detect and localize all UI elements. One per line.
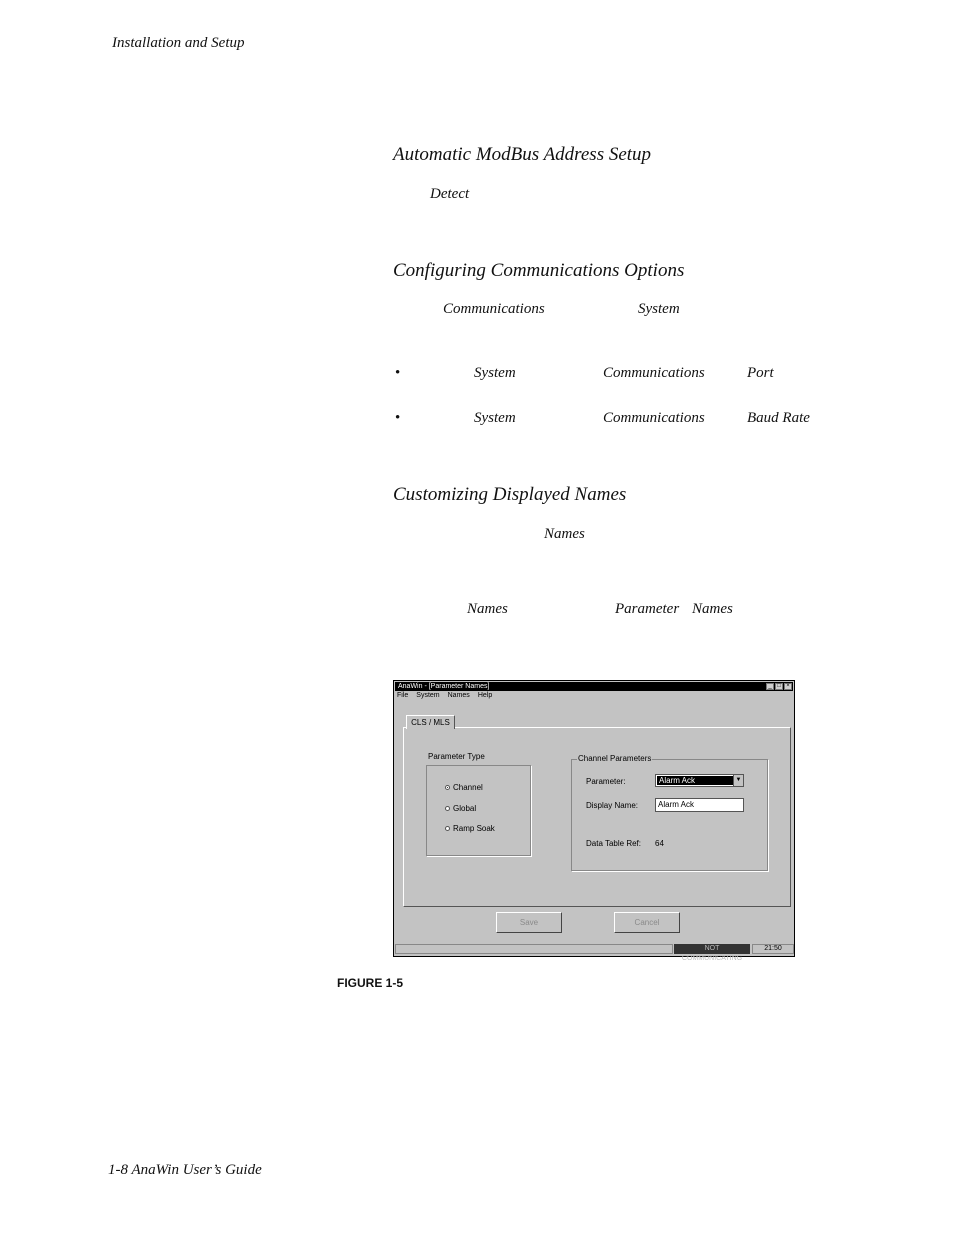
bullet-term: Port [747, 365, 774, 381]
radio-ramp-soak[interactable] [445, 824, 495, 833]
minimize-icon[interactable]: _ [766, 683, 774, 690]
parameter-type-label: Parameter Type [428, 752, 485, 761]
anawin-window [393, 680, 795, 962]
term-system: System [638, 301, 680, 317]
radio-label: Global [453, 804, 477, 813]
term-names-2: Names [467, 601, 508, 617]
channel-parameters-label: Channel Parameters [578, 754, 652, 763]
cancel-button[interactable]: Cancel [614, 912, 680, 933]
figure-label: FIGURE 1-5 [337, 976, 404, 990]
radio-global[interactable] [445, 804, 476, 813]
menu-names[interactable]: Names [447, 692, 470, 699]
radio-label: Ramp Soak [453, 824, 495, 833]
chevron-down-icon[interactable]: ▼ [733, 775, 743, 786]
bullet-term: Communications [603, 365, 705, 381]
menu-file[interactable]: File [397, 692, 409, 699]
bullet-term: System [474, 365, 516, 381]
term-names-3: Names [692, 601, 733, 617]
bullet-marker: • [395, 365, 401, 381]
data-table-ref-value: 64 [655, 839, 664, 848]
data-table-ref-label: Data Table Ref: [586, 839, 641, 848]
status-time: 21:50 [752, 944, 794, 954]
radio-icon [445, 806, 450, 811]
menu-system[interactable]: System [416, 692, 440, 699]
bullet-term: System [474, 410, 516, 426]
status-bar [395, 944, 793, 962]
title-bar [395, 682, 793, 691]
bullet-term: Baud Rate [747, 410, 810, 426]
radio-selected-icon [445, 785, 450, 790]
term-detect: Detect [430, 186, 470, 202]
page-footer: 1-8 AnaWin User’s Guide [108, 1162, 262, 1178]
radio-label: Channel [453, 783, 483, 792]
parameter-type-group [426, 765, 531, 856]
parameter-select[interactable] [655, 774, 744, 787]
close-icon[interactable]: × [784, 683, 792, 690]
status-main [395, 944, 673, 954]
menu-help[interactable]: Help [477, 692, 493, 699]
term-parameter: Parameter [615, 601, 680, 617]
heading-names: Customizing Displayed Names [393, 484, 627, 505]
radio-channel[interactable] [445, 783, 483, 792]
parameter-label: Parameter: [586, 777, 626, 786]
bullet-term: Communications [603, 410, 705, 426]
save-button[interactable]: Save [496, 912, 562, 933]
term-names: Names [544, 526, 585, 542]
status-comm: NOT COMMUNICATING [674, 944, 750, 954]
tab-cls-mls[interactable]: CLS / MLS [406, 715, 455, 729]
radio-icon [445, 826, 450, 831]
heading-comms: Configuring Communications Options [393, 260, 685, 281]
menu-bar [397, 691, 492, 700]
maximize-icon[interactable]: □ [775, 683, 783, 690]
term-communications: Communications [443, 301, 545, 317]
window-title: AnaWin - [Parameter Names] [398, 683, 490, 690]
bullet-marker: • [395, 410, 401, 426]
display-name-input[interactable]: Alarm Ack [655, 798, 744, 812]
parameter-value: Alarm Ack [657, 776, 733, 785]
heading-modbus: Automatic ModBus Address Setup [393, 144, 652, 165]
running-head: Installation and Setup [112, 35, 245, 51]
display-name-label: Display Name: [586, 801, 639, 810]
